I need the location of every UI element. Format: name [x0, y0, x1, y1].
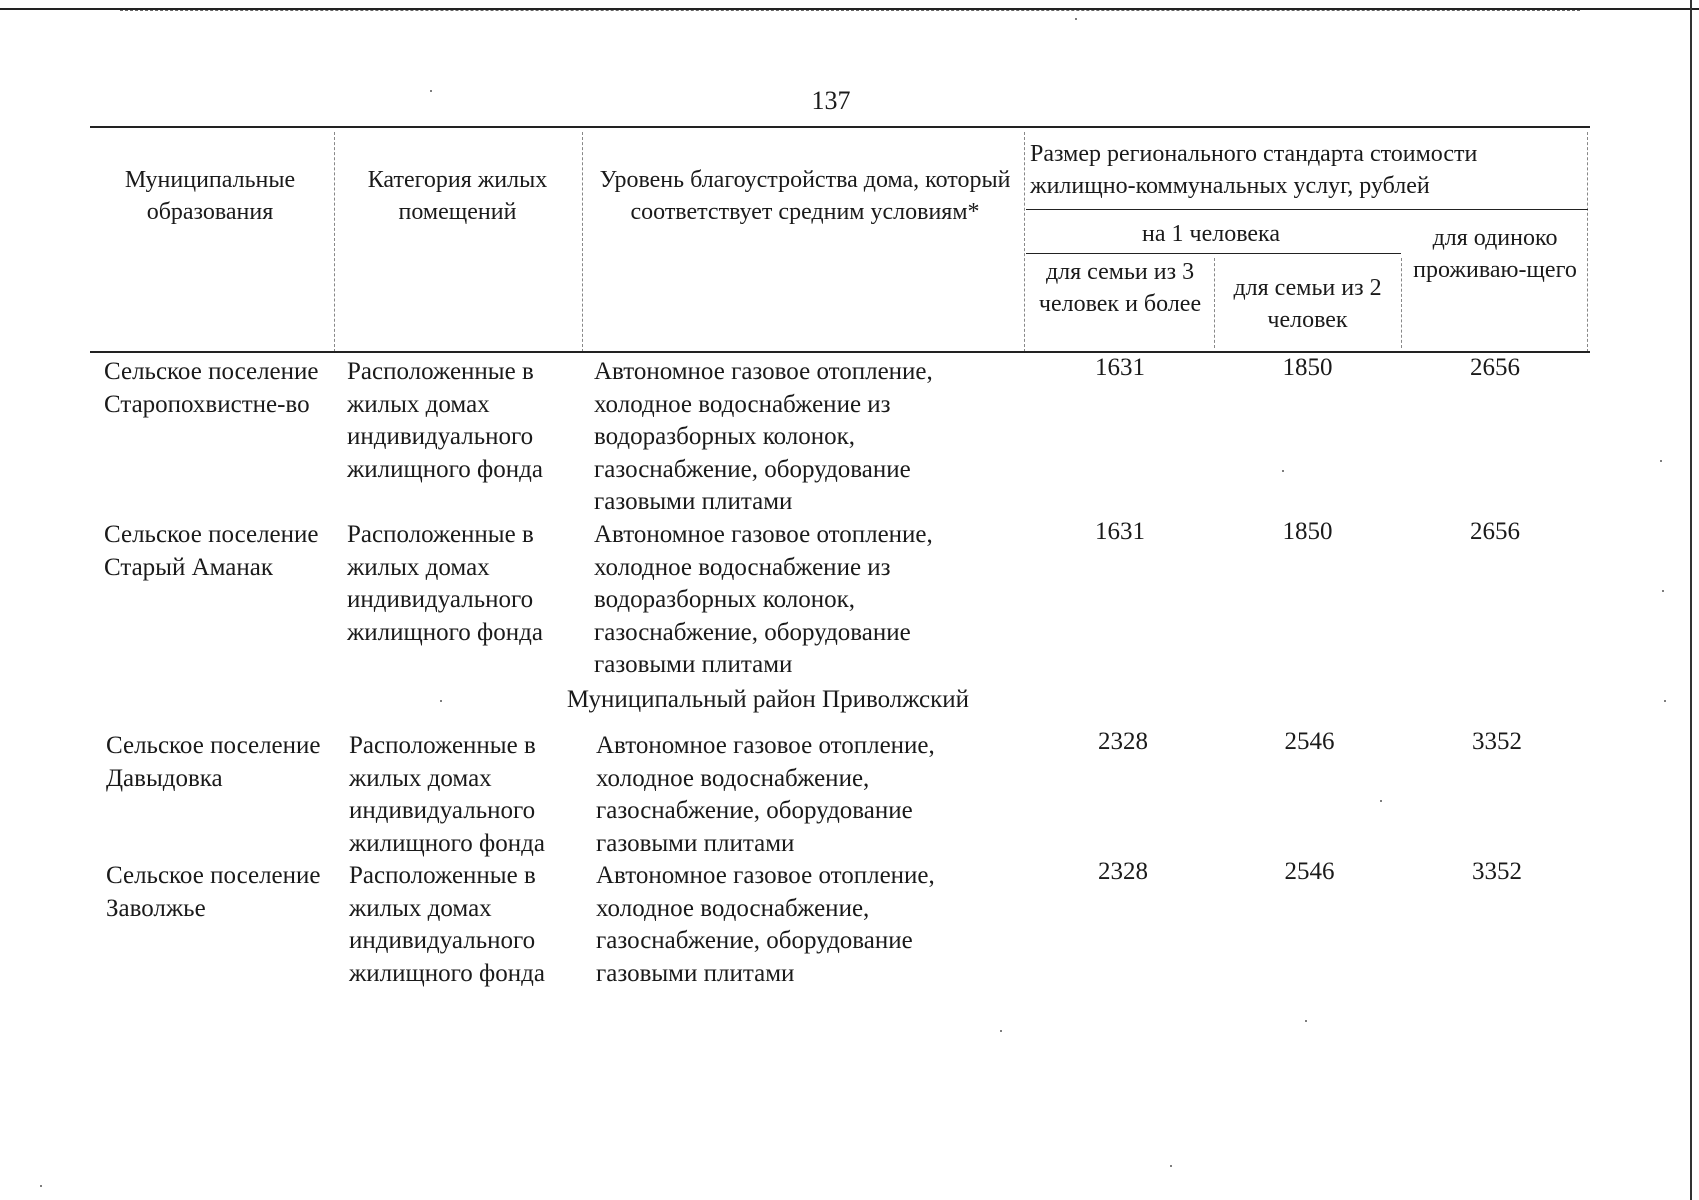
table-header-bottom-rule — [90, 351, 1590, 353]
section-title — [0, 686, 1690, 714]
scan-right-border — [1690, 0, 1692, 1200]
header-divider — [1024, 132, 1025, 352]
cell-category: Расположенные в жилых домах индивидуального жилищного фонда — [347, 521, 543, 646]
scan-speck — [1282, 470, 1284, 472]
header-subrule — [1026, 209, 1588, 210]
cell-family-2: 2546 — [1284, 728, 1335, 755]
header-standard-size: Размер регионального стандарта стоимости жилищно-коммунальных услуг, рублей — [1030, 141, 1478, 199]
scan-speck — [1664, 700, 1666, 702]
header-municipality: Муниципальные образования — [124, 167, 296, 225]
header-family-3: для семьи из 3 человек и более — [1038, 259, 1202, 317]
header-divider — [334, 132, 335, 352]
header-divider — [582, 132, 583, 352]
cell-comfort: Автономное газовое отопление, холодное водоснабжение, газоснабжение, оборудование газовыми плитами — [596, 862, 935, 987]
cell-comfort: Автономное газовое отопление, холодное водоснабжение из водоразборных колонок, газоснабжение, оборудование газовыми плитами — [594, 358, 933, 515]
section-title-text: Муниципальный район Приволжский — [566, 686, 970, 713]
cell-municipality: Сельское поселение Заволжье — [106, 862, 321, 922]
header-family-2: для семьи из 2 человек — [1233, 275, 1382, 333]
scan-speck — [1075, 18, 1077, 20]
scan-speck — [1305, 1020, 1307, 1022]
cell-family-3: 2328 — [1098, 858, 1148, 885]
scan-speck — [430, 90, 432, 92]
cell-single: 2656 — [1470, 518, 1520, 545]
scan-speck — [440, 700, 442, 702]
cell-family-2: 1850 — [1282, 354, 1333, 381]
cell-comfort: Автономное газовое отопление, холодное водоснабжение, газоснабжение, оборудование газовыми плитами — [596, 732, 935, 857]
header-single: для одиноко проживаю-щего — [1413, 225, 1577, 283]
table-top-rule — [90, 126, 1590, 128]
cell-family-3: 2328 — [1098, 728, 1148, 755]
cell-family-2: 1850 — [1282, 518, 1333, 545]
cell-municipality: Сельское поселение Старопохвистне-во — [104, 358, 319, 418]
cell-municipality: Сельское поселение Старый Аманак — [104, 521, 319, 581]
header-category: Категория жилых помещений — [367, 167, 548, 225]
scan-speck — [1660, 460, 1662, 462]
scan-speck — [1380, 800, 1382, 802]
header-divider — [1214, 258, 1215, 348]
cell-single: 3352 — [1472, 858, 1522, 885]
cell-family-3: 1631 — [1095, 354, 1145, 381]
page-number: 137 — [811, 86, 851, 115]
cell-comfort: Автономное газовое отопление, холодное водоснабжение из водоразборных колонок, газоснабжение, оборудование газовыми плитами — [594, 521, 933, 678]
scan-speck — [1662, 590, 1664, 592]
cell-single: 3352 — [1472, 728, 1522, 755]
scan-speck — [1170, 1165, 1172, 1167]
header-divider — [1587, 132, 1588, 352]
header-subrule — [1026, 253, 1401, 254]
header-divider — [1401, 258, 1402, 348]
scan-speck — [40, 1185, 42, 1187]
header-comfort-level: Уровень благоустройства дома, который соответствует средним условиям* — [599, 167, 1011, 225]
cell-category: Расположенные в жилых домах индивидуального жилищного фонда — [349, 732, 545, 857]
cell-category: Расположенные в жилых домах индивидуального жилищного фонда — [349, 862, 545, 987]
header-per-person: на 1 человека — [1142, 221, 1280, 247]
scan-top-border-dashed — [120, 10, 1580, 11]
cell-single: 2656 — [1470, 354, 1520, 381]
cell-family-2: 2546 — [1284, 858, 1335, 885]
cell-category: Расположенные в жилых домах индивидуального жилищного фонда — [347, 358, 543, 483]
cell-family-3: 1631 — [1095, 518, 1145, 545]
cell-municipality: Сельское поселение Давыдовка — [106, 732, 321, 792]
scan-speck — [1000, 1030, 1002, 1032]
